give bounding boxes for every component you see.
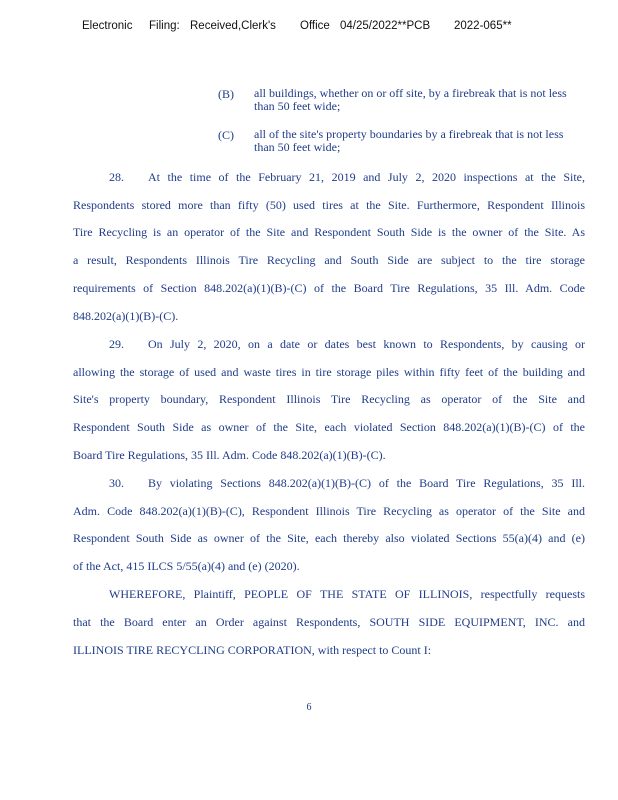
paragraph-29-line: allowing the storage of used and waste tires in tire storage piles within fifty feet of the building and: [73, 365, 585, 379]
header-electronic: Electronic: [82, 20, 133, 32]
sub-item-text: all buildings, whether on or off site, by a firebreak that is not less than 50 feet wide;: [254, 86, 567, 113]
header-date-code: 04/25/2022**PCB: [340, 20, 431, 32]
header-filing: Filing:: [149, 20, 180, 32]
sub-item-label: (C): [218, 128, 234, 142]
page-number: 6: [306, 702, 312, 713]
sub-item-text: all of the site's property boundaries by a firebreak that is not less than 50 feet wide;: [254, 127, 564, 154]
paragraph-28-line: Tire Recycling is an operator of the Site and Respondent South Side is the owner of the Site. As: [73, 225, 585, 239]
paragraph-28-line: a result, Respondents Illinois Tire Recycling and South Side are subject to the tire storage: [73, 253, 585, 267]
paragraph-30-line: Adm. Code 848.202(a)(1)(B)-(C), Respondent Illinois Tire Recycling as operator of the Site and: [73, 504, 585, 518]
paragraph-30-line: Respondent South Side as owner of the Site, each thereby also violated Sections 55(a)(4) and (e): [73, 531, 585, 545]
header-office: Office: [300, 20, 330, 32]
paragraph-30-line: of the Act, 415 ILCS 5/55(a)(4) and (e) (2020).: [73, 559, 300, 573]
wherefore-line: ILLINOIS TIRE RECYCLING CORPORATION, with respect to Count I:: [73, 643, 432, 657]
paragraph-28-line: 848.202(a)(1)(B)-(C).: [73, 309, 179, 323]
paragraph-29-line: Site's property boundary, Respondent Illinois Tire Recycling as operator of the Site and: [73, 392, 585, 406]
sub-item-label: (B): [218, 87, 234, 101]
paragraph-30-line: 30. By violating Sections 848.202(a)(1)(B)-(C) of the Board Tire Regulations, 35 Ill.: [109, 476, 585, 490]
paragraph-29-line: Respondent South Side as owner of the Site, each violated Section 848.202(a)(1)(B)-(C) of the: [73, 420, 585, 434]
paragraph-28-line: requirements of Section 848.202(a)(1)(B)-(C) of the Board Tire Regulations, 35 Ill. Adm. Code: [73, 281, 585, 295]
header-case-number: 2022-065**: [454, 20, 512, 32]
paragraph-29-line: Board Tire Regulations, 35 Ill. Adm. Code 848.202(a)(1)(B)-(C).: [73, 448, 386, 462]
wherefore-line: WHEREFORE, Plaintiff, PEOPLE OF THE STATE OF ILLINOIS, respectfully requests: [109, 587, 585, 601]
paragraph-29-line: 29. On July 2, 2020, on a date or dates best known to Respondents, by causing or: [109, 337, 585, 351]
paragraph-28-line: 28. At the time of the February 21, 2019 and July 2, 2020 inspections at the Site,: [109, 170, 585, 184]
wherefore-line: that the Board enter an Order against Respondents, SOUTH SIDE EQUIPMENT, INC. and: [73, 615, 585, 629]
header-received: Received,Clerk's: [190, 20, 276, 32]
paragraph-28-line: Respondents stored more than fifty (50) used tires at the Site. Furthermore, Respondent Illinois: [73, 198, 585, 212]
